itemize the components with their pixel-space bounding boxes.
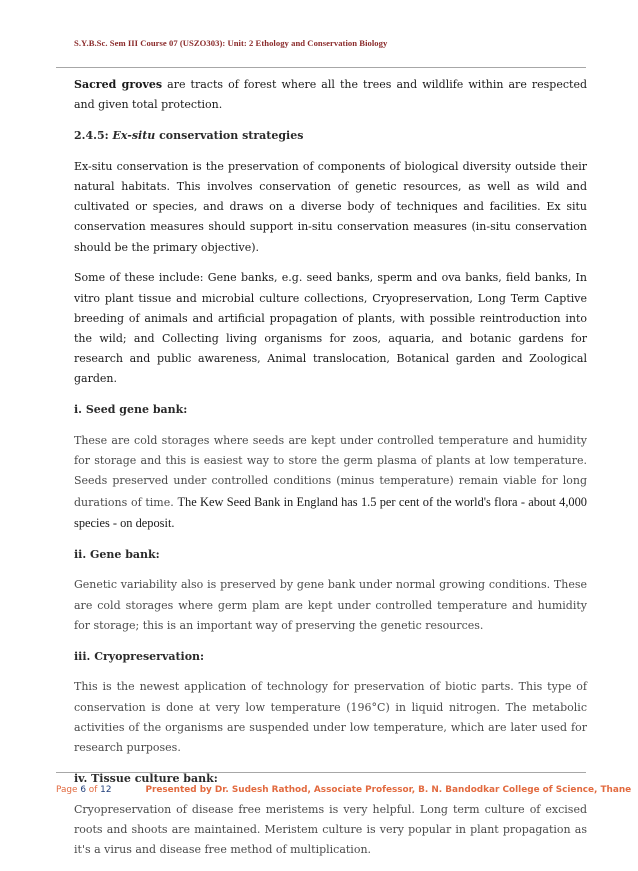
page-content bbox=[74, 75, 587, 871]
gene-bank-paragraph: Genetic variability also is preserved by gene bank under normal growing conditions. These are cold storages where germ plam are kept under controlled temperature and humidity for storage; this is an important way of preserving the genetic resources. bbox=[74, 578, 587, 632]
sacred-groves-paragraph bbox=[74, 75, 587, 115]
sacred-groves-text: are tracts of forest where all the trees and wildlife within are respected and given total protection. bbox=[74, 78, 587, 112]
seed-bank-text: These are cold storages where seeds are kept under controlled temperature and humidity for storage and this is easiest way to store the germ plasma of plants at low temperature. Seeds preserved under controlled conditions (minus temperature) remain viable for long durations of time. bbox=[74, 434, 587, 509]
running-header: S.Y.B.Sc. Sem III Course 07 (USZO303): Unit: 2 Ethology and Conservation Biology bbox=[74, 38, 388, 48]
section-heading bbox=[74, 126, 587, 146]
kew-seed-bank-text: The Kew Seed Bank in England has 1.5 per cent of the world's flora - about 4,000 species - on deposit. bbox=[74, 494, 588, 530]
section-italic: Ex-situ bbox=[112, 129, 156, 142]
cryo-heading: iii. Cryopreservation: bbox=[74, 649, 205, 663]
page-word: Page bbox=[56, 785, 81, 795]
sacred-groves-term: Sacred groves bbox=[74, 78, 163, 91]
page-current: 6 bbox=[80, 785, 86, 795]
header-divider bbox=[56, 67, 586, 68]
footer-divider bbox=[56, 772, 586, 773]
section-number: 2.4.5: bbox=[74, 129, 113, 142]
gene-bank-heading: ii. Gene bank: bbox=[74, 547, 160, 561]
page-total: 12 bbox=[100, 785, 112, 795]
page-number bbox=[56, 785, 111, 795]
section-title-rest: conservation strategies bbox=[155, 129, 304, 142]
cryo-paragraph: This is the newest application of technology for preservation of biotic parts. This type of conservation is done at very low temperature (196°C) in liquid nitrogen. The metabolic activities of the organisms are suspended under low temperature, which are later used for research purposes. bbox=[74, 680, 587, 755]
seed-bank-paragraph bbox=[74, 431, 587, 534]
ex-situ-paragraph: Ex-situ conservation is the preservation of components of biological diversity outside their natural habitats. This involves conservation of genetic resources, as well as wild and cultivated or species, and draws on a diverse body of techniques and facilities. Ex situ conservation measures should support in-situ conservation measures (in-situ conservation should be the primary objective). bbox=[74, 159, 587, 254]
page-of: of bbox=[85, 785, 101, 795]
tissue-heading: iv. Tissue culture bank: bbox=[74, 771, 218, 785]
tissue-paragraph: Cryopreservation of disease free meristems is very helpful. Long term culture of excised roots and shoots are maintained. Meristem culture is very popular in plant propagation as it's a virus and disease free method of multiplication. bbox=[74, 802, 587, 857]
seed-bank-heading: i. Seed gene bank: bbox=[74, 403, 188, 417]
page-footer bbox=[56, 785, 632, 795]
presenter-credit: Presented by Dr. Sudesh Rathod, Associate Professor, B. N. Bandodkar College of Science, Thane bbox=[145, 785, 632, 795]
examples-paragraph: Some of these include: Gene banks, e.g. seed banks, sperm and ova banks, field banks, In vitro plant tissue and microbial culture collections, Cryopreservation, Long Term Captive breeding of animals and artificial propagation of plants, with possible reintroduction into the wild; and Collecting living organisms for zoos, aquaria, and botanic gardens for research and public awareness, Animal translocation, Botanical garden and Zoological garden. bbox=[74, 271, 587, 386]
